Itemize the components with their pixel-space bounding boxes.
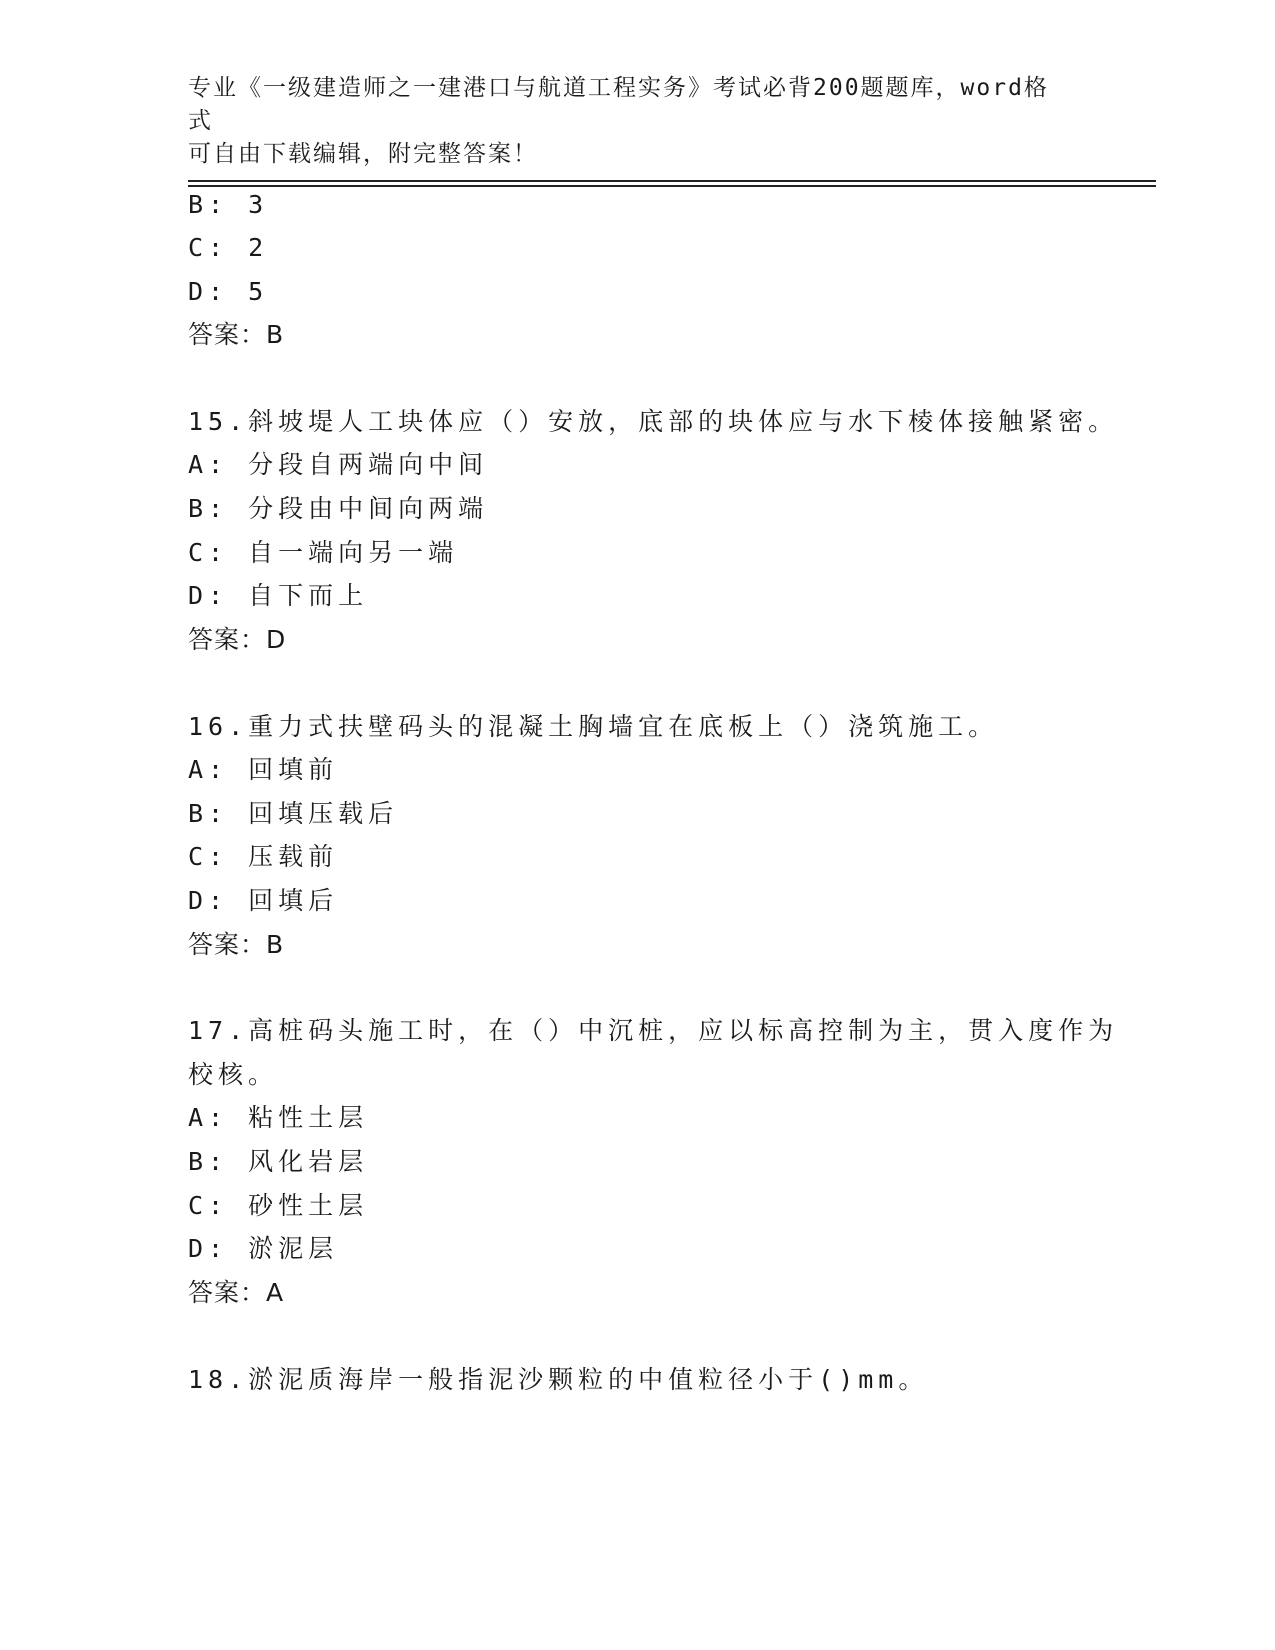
q14-option-c: C: 2 — [188, 233, 269, 262]
header-title-line-2: 可自由下载编辑，附完整答案！ — [188, 141, 538, 167]
q14-option-b: B: 3 — [188, 190, 269, 219]
q17-answer: 答案：A — [188, 1278, 285, 1307]
q15-answer: 答案：D — [188, 625, 287, 654]
q17-stem-line-2: 校核。 — [188, 1060, 279, 1089]
q17-option-a: A: 粘性土层 — [188, 1103, 369, 1132]
header-divider-bottom — [188, 185, 1156, 187]
header-title-line-1: 专业《一级建造师之一建港口与航道工程实务》考试必背200题题库，word格式 — [188, 75, 1049, 134]
q14-answer: 答案：B — [188, 320, 285, 349]
q15-option-c: C: 自一端向另一端 — [188, 538, 459, 567]
q16-option-b: B: 回填压载后 — [188, 799, 399, 828]
q17-option-c: C: 砂性土层 — [188, 1191, 369, 1220]
q17-option-b: B: 风化岩层 — [188, 1147, 369, 1176]
q18-stem: 18.淤泥质海岸一般指泥沙颗粒的中值粒径小于()mm。 — [188, 1365, 929, 1394]
q14-option-d: D: 5 — [188, 277, 269, 306]
q16-option-d: D: 回填后 — [188, 886, 339, 915]
document-header — [188, 72, 1068, 171]
q17-option-d: D: 淤泥层 — [188, 1234, 339, 1263]
q17-stem-line-1: 17.高桩码头施工时，在（）中沉桩，应以标高控制为主，贯入度作为 — [188, 1016, 1119, 1045]
q15-option-d: D: 自下而上 — [188, 581, 369, 610]
q16-answer: 答案：B — [188, 930, 285, 959]
q16-option-c: C: 压载前 — [188, 842, 339, 871]
q15-stem: 15.斜坡堤人工块体应（）安放，底部的块体应与水下棱体接触紧密。 — [188, 407, 1119, 436]
q16-option-a: A: 回填前 — [188, 755, 339, 784]
q15-option-a: A: 分段自两端向中间 — [188, 450, 489, 479]
q15-option-b: B: 分段由中间向两端 — [188, 494, 489, 523]
q16-stem: 16.重力式扶壁码头的混凝土胸墙宜在底板上（）浇筑施工。 — [188, 712, 999, 741]
header-divider-top — [188, 180, 1156, 182]
